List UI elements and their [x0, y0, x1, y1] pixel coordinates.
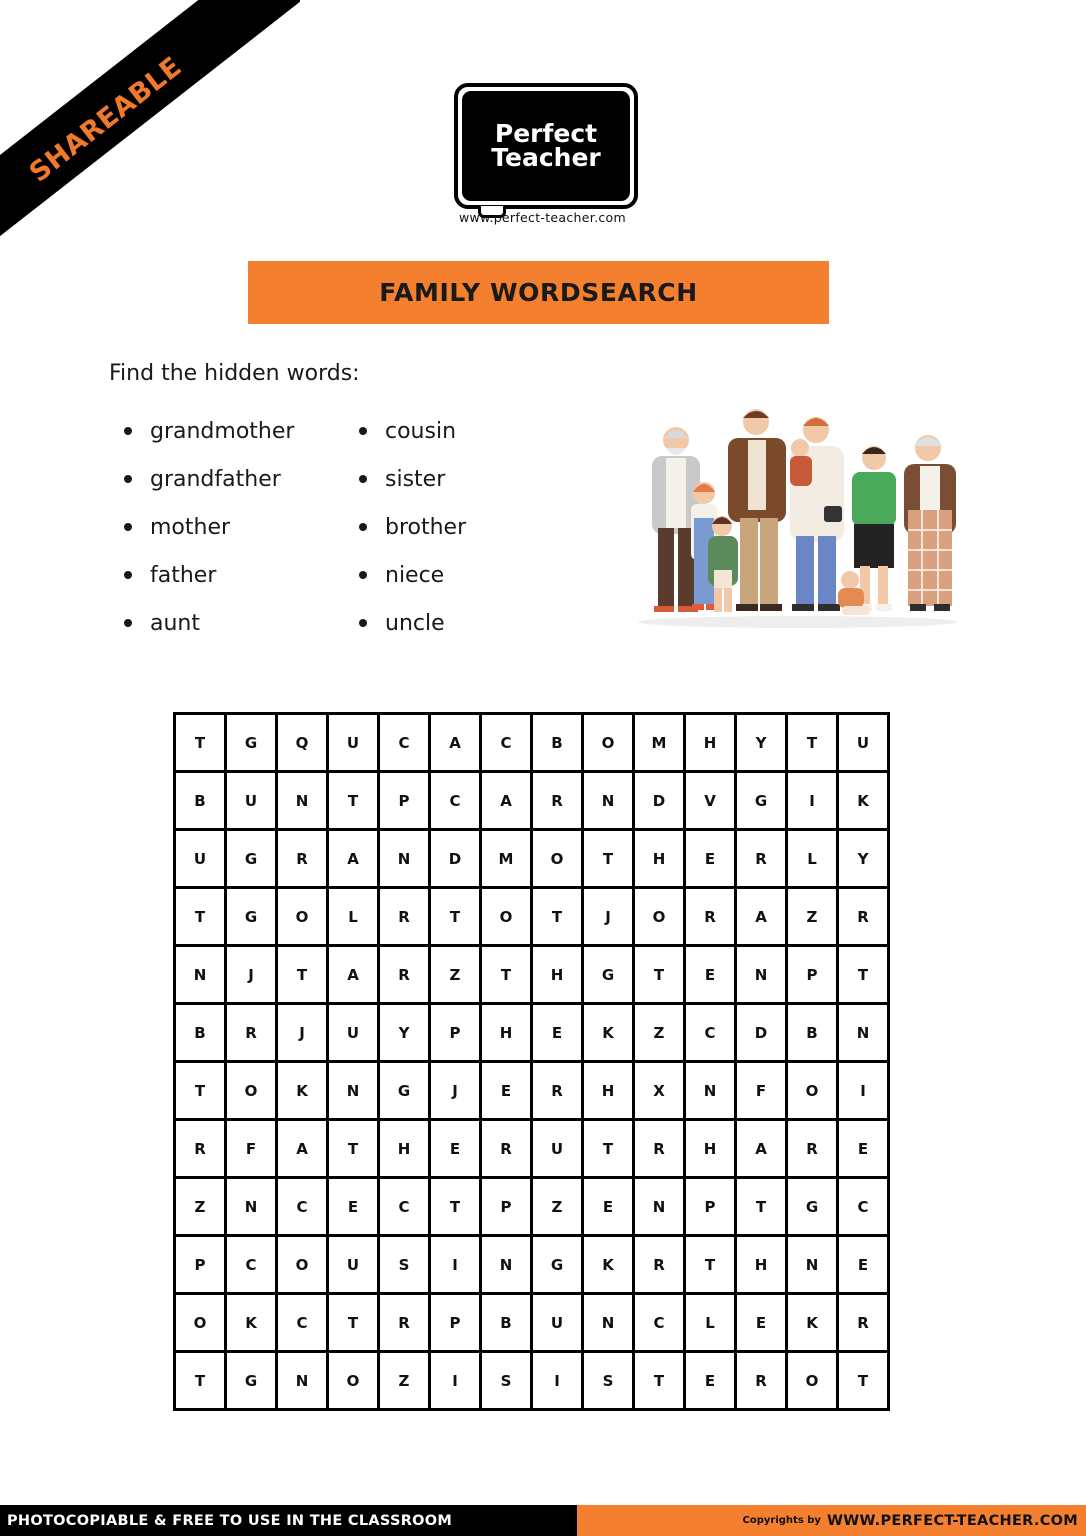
grid-cell[interactable]: G [787, 1178, 838, 1236]
grid-cell[interactable]: G [532, 1236, 583, 1294]
grid-cell[interactable]: T [583, 830, 634, 888]
grid-cell[interactable]: K [787, 1294, 838, 1352]
grid-cell[interactable]: R [379, 946, 430, 1004]
grid-cell[interactable]: T [328, 1120, 379, 1178]
bullet-icon [124, 619, 132, 627]
mother-figure [790, 417, 844, 611]
grid-cell[interactable]: H [481, 1004, 532, 1062]
grid-cell[interactable]: O [175, 1294, 226, 1352]
footer-site-link[interactable]: WWW.PERFECT-TEACHER.COM [826, 1512, 1078, 1529]
grid-cell[interactable]: B [481, 1294, 532, 1352]
grid-cell[interactable]: R [838, 1294, 889, 1352]
grid-cell[interactable]: Y [736, 714, 787, 772]
word: brother [385, 514, 467, 540]
grid-cell[interactable]: U [328, 714, 379, 772]
grid-cell[interactable]: I [430, 1352, 481, 1410]
grid-row [175, 772, 889, 830]
grid-cell[interactable]: N [328, 1062, 379, 1120]
word: grandfather [150, 466, 281, 492]
grandmother-figure [904, 435, 956, 611]
grid-cell[interactable]: J [430, 1062, 481, 1120]
word-list-right [359, 407, 466, 647]
grid-cell[interactable]: C [226, 1236, 277, 1294]
list-item [359, 551, 466, 599]
word: niece [385, 562, 445, 588]
grid-cell[interactable]: K [226, 1294, 277, 1352]
grid-cell[interactable]: N [583, 772, 634, 830]
footer-license: PHOTOCOPIABLE & FREE TO USE IN THE CLASSROOM [0, 1505, 577, 1536]
bullet-icon [359, 427, 367, 435]
grid-cell[interactable]: B [787, 1004, 838, 1062]
grid-cell[interactable]: S [379, 1236, 430, 1294]
grid-cell[interactable]: O [481, 888, 532, 946]
bullet-icon [359, 571, 367, 579]
grid-cell[interactable]: A [481, 772, 532, 830]
grid-cell[interactable]: O [583, 714, 634, 772]
grid-cell[interactable]: R [379, 888, 430, 946]
grid-cell[interactable]: E [583, 1178, 634, 1236]
grid-cell[interactable]: T [838, 946, 889, 1004]
grid-cell[interactable]: A [328, 830, 379, 888]
grid-cell[interactable]: P [430, 1004, 481, 1062]
bullet-icon [124, 427, 132, 435]
grid-cell[interactable]: O [277, 1236, 328, 1294]
wordsearch-grid [173, 712, 890, 1411]
grid-cell[interactable]: J [583, 888, 634, 946]
grid-cell[interactable]: O [787, 1062, 838, 1120]
grid-cell[interactable]: T [328, 772, 379, 830]
grid-cell[interactable]: P [379, 772, 430, 830]
grid-cell[interactable]: U [175, 830, 226, 888]
grid-cell[interactable]: H [634, 830, 685, 888]
grid-cell[interactable]: N [277, 772, 328, 830]
grid-cell[interactable]: O [328, 1352, 379, 1410]
grid-cell[interactable]: H [583, 1062, 634, 1120]
logo-line1: Perfect [494, 119, 598, 148]
grid-cell[interactable]: R [277, 830, 328, 888]
grid-cell[interactable]: N [685, 1062, 736, 1120]
grid-cell[interactable]: E [481, 1062, 532, 1120]
word-list-left [124, 407, 294, 647]
bullet-icon [124, 571, 132, 579]
grid-cell[interactable]: G [379, 1062, 430, 1120]
grid-cell[interactable]: C [838, 1178, 889, 1236]
grid-cell[interactable]: F [226, 1120, 277, 1178]
grid-cell[interactable]: R [634, 1236, 685, 1294]
footer [0, 1505, 1086, 1536]
grid-cell[interactable]: Z [175, 1178, 226, 1236]
grid-cell[interactable]: C [634, 1294, 685, 1352]
grid-cell[interactable]: T [277, 946, 328, 1004]
grid-cell[interactable]: P [787, 946, 838, 1004]
grid-row [175, 1062, 889, 1120]
grid-row [175, 1120, 889, 1178]
copyright-label: Copyrights by [742, 1515, 821, 1526]
grid-cell[interactable]: E [532, 1004, 583, 1062]
grid-cell[interactable]: P [430, 1294, 481, 1352]
grid-cell[interactable]: B [175, 1004, 226, 1062]
grid-cell[interactable]: R [736, 1352, 787, 1410]
grid-cell[interactable]: N [277, 1352, 328, 1410]
list-item [124, 599, 294, 647]
grid-cell[interactable]: N [736, 946, 787, 1004]
grid-cell[interactable]: F [736, 1062, 787, 1120]
grid-cell[interactable]: R [787, 1120, 838, 1178]
grid-cell[interactable]: E [685, 830, 736, 888]
grid-cell[interactable]: C [379, 1178, 430, 1236]
grid-cell[interactable]: I [430, 1236, 481, 1294]
grid-cell[interactable]: N [481, 1236, 532, 1294]
grid-cell[interactable]: M [481, 830, 532, 888]
grid-cell[interactable]: I [787, 772, 838, 830]
grid-cell[interactable]: T [481, 946, 532, 1004]
grid-cell[interactable]: H [685, 1120, 736, 1178]
grid-cell[interactable]: T [736, 1178, 787, 1236]
grid-cell[interactable]: A [277, 1120, 328, 1178]
grid-cell[interactable]: O [532, 830, 583, 888]
grid-cell[interactable]: D [736, 1004, 787, 1062]
list-item [359, 407, 466, 455]
grid-cell[interactable]: T [532, 888, 583, 946]
grid-cell[interactable]: Z [532, 1178, 583, 1236]
list-item [124, 503, 294, 551]
bullet-icon [359, 619, 367, 627]
grid-cell[interactable]: S [583, 1352, 634, 1410]
grid-cell[interactable]: T [685, 1236, 736, 1294]
list-item [359, 503, 466, 551]
grid-cell[interactable]: O [634, 888, 685, 946]
grid-cell[interactable]: N [175, 946, 226, 1004]
grid-cell[interactable]: L [787, 830, 838, 888]
grid-cell[interactable]: H [379, 1120, 430, 1178]
grid-cell[interactable]: N [583, 1294, 634, 1352]
grid-cell[interactable]: G [226, 830, 277, 888]
bullet-icon [359, 475, 367, 483]
grid-cell[interactable]: E [685, 946, 736, 1004]
grid-cell[interactable]: P [685, 1178, 736, 1236]
bullet-icon [124, 475, 132, 483]
grid-cell[interactable]: G [226, 714, 277, 772]
logo-url: www.perfect-teacher.com [459, 210, 626, 225]
grid-cell[interactable]: R [226, 1004, 277, 1062]
logo-screen [462, 91, 630, 201]
grid-cell[interactable]: M [634, 714, 685, 772]
list-item [359, 455, 466, 503]
grid-row [175, 946, 889, 1004]
grid-cell[interactable]: N [379, 830, 430, 888]
grid-cell[interactable]: I [532, 1352, 583, 1410]
grid-cell[interactable]: V [685, 772, 736, 830]
grid-cell[interactable]: R [685, 888, 736, 946]
grid-cell[interactable]: B [175, 772, 226, 830]
grid-cell[interactable]: A [430, 714, 481, 772]
page-title: FAMILY WORDSEARCH [379, 278, 698, 307]
grid-cell[interactable]: P [175, 1236, 226, 1294]
perfect-teacher-logo [454, 83, 632, 225]
grid-cell[interactable]: K [583, 1236, 634, 1294]
grid-cell[interactable]: U [532, 1294, 583, 1352]
grid-cell[interactable]: Z [430, 946, 481, 1004]
grid-row [175, 1352, 889, 1410]
corner-band [0, 0, 300, 242]
grid-cell[interactable]: D [634, 772, 685, 830]
grid-cell[interactable]: C [379, 714, 430, 772]
word: sister [385, 466, 446, 492]
grid-cell[interactable]: Y [379, 1004, 430, 1062]
grid-cell[interactable]: G [226, 888, 277, 946]
grid-cell[interactable]: I [838, 1062, 889, 1120]
grid-cell[interactable]: R [532, 772, 583, 830]
boy-figure [852, 446, 896, 611]
list-item [124, 407, 294, 455]
word: mother [150, 514, 231, 540]
grid-cell[interactable]: X [634, 1062, 685, 1120]
grid-cell[interactable]: K [838, 772, 889, 830]
grid-cell[interactable]: R [532, 1062, 583, 1120]
grid-cell[interactable]: G [583, 946, 634, 1004]
grid-cell[interactable]: A [736, 888, 787, 946]
grid-cell[interactable]: K [277, 1062, 328, 1120]
footer-copyright [577, 1505, 1086, 1536]
list-item [124, 551, 294, 599]
grid-cell[interactable]: N [787, 1236, 838, 1294]
grid-cell[interactable]: T [175, 888, 226, 946]
grid-cell[interactable]: E [328, 1178, 379, 1236]
shareable-corner-banner [0, 0, 300, 300]
grid-row [175, 1178, 889, 1236]
logo-line2: Teacher [491, 143, 601, 172]
grid-cell[interactable]: H [736, 1236, 787, 1294]
grid-cell[interactable]: Y [838, 830, 889, 888]
grid-cell[interactable]: J [277, 1004, 328, 1062]
grid-cell[interactable]: T [838, 1352, 889, 1410]
grid-row [175, 830, 889, 888]
grid-row [175, 1236, 889, 1294]
grid-cell[interactable]: D [430, 830, 481, 888]
grid-row [175, 888, 889, 946]
word: father [150, 562, 217, 588]
grid-cell[interactable]: E [838, 1120, 889, 1178]
grid-cell[interactable]: R [736, 830, 787, 888]
grid-cell[interactable]: O [277, 888, 328, 946]
grid-cell[interactable]: O [226, 1062, 277, 1120]
grid-cell[interactable]: T [328, 1294, 379, 1352]
grid-cell[interactable]: H [532, 946, 583, 1004]
grid-cell[interactable]: U [838, 714, 889, 772]
grid-cell[interactable]: P [481, 1178, 532, 1236]
grid-cell[interactable]: A [328, 946, 379, 1004]
bullet-icon [359, 523, 367, 531]
title-bar [248, 261, 829, 324]
word: uncle [385, 610, 445, 636]
grid-cell[interactable]: L [685, 1294, 736, 1352]
shareable-label: SHAREABLE [23, 50, 188, 189]
grid-cell[interactable]: C [277, 1294, 328, 1352]
grid-cell[interactable]: Z [787, 888, 838, 946]
grid-cell[interactable]: E [838, 1236, 889, 1294]
grid-cell[interactable]: O [787, 1352, 838, 1410]
grid-cell[interactable]: Q [277, 714, 328, 772]
grid-row [175, 714, 889, 772]
grid-cell[interactable]: T [430, 1178, 481, 1236]
grid-cell[interactable]: E [736, 1294, 787, 1352]
grid-cell[interactable]: T [634, 1352, 685, 1410]
grid-cell[interactable]: T [175, 1062, 226, 1120]
grid-cell[interactable]: R [175, 1120, 226, 1178]
grid-cell[interactable]: Z [379, 1352, 430, 1410]
grid-cell[interactable]: L [328, 888, 379, 946]
grid-cell[interactable]: C [685, 1004, 736, 1062]
grid-cell[interactable]: T [175, 1352, 226, 1410]
grid-cell[interactable]: R [634, 1120, 685, 1178]
word: grandmother [150, 418, 295, 444]
bullet-icon [124, 523, 132, 531]
word: aunt [150, 610, 200, 636]
grid-cell[interactable]: G [226, 1352, 277, 1410]
grid-cell[interactable]: R [481, 1120, 532, 1178]
grid-cell[interactable]: T [430, 888, 481, 946]
word: cousin [385, 418, 457, 444]
grid-cell[interactable]: N [226, 1178, 277, 1236]
family-illustration [628, 400, 968, 632]
instructions: Find the hidden words: [109, 361, 360, 386]
grid-cell[interactable]: H [685, 714, 736, 772]
grid-cell[interactable]: J [226, 946, 277, 1004]
list-item [124, 455, 294, 503]
grid-cell[interactable]: T [175, 714, 226, 772]
grid-cell[interactable]: R [838, 888, 889, 946]
logo-frame [454, 83, 638, 209]
grid-cell[interactable]: U [532, 1120, 583, 1178]
grid-cell[interactable]: G [736, 772, 787, 830]
grid-cell[interactable]: U [328, 1004, 379, 1062]
grid-cell[interactable]: N [634, 1178, 685, 1236]
grid-cell[interactable]: R [379, 1294, 430, 1352]
grid-cell[interactable]: B [532, 714, 583, 772]
grid-cell[interactable]: T [634, 946, 685, 1004]
grid-cell[interactable]: E [685, 1352, 736, 1410]
grid-cell[interactable]: T [583, 1120, 634, 1178]
grid-cell[interactable]: N [838, 1004, 889, 1062]
grid-cell[interactable]: S [481, 1352, 532, 1410]
grid-cell[interactable]: K [583, 1004, 634, 1062]
grid-cell[interactable]: Z [634, 1004, 685, 1062]
grid-cell[interactable]: C [481, 714, 532, 772]
grid-cell[interactable]: T [787, 714, 838, 772]
grid-cell[interactable]: U [328, 1236, 379, 1294]
grid-row [175, 1004, 889, 1062]
grid-cell[interactable]: E [430, 1120, 481, 1178]
grid-cell[interactable]: C [430, 772, 481, 830]
grid-cell[interactable]: A [736, 1120, 787, 1178]
grid-row [175, 1294, 889, 1352]
grid-cell[interactable]: U [226, 772, 277, 830]
grid-cell[interactable]: C [277, 1178, 328, 1236]
list-item [359, 599, 466, 647]
